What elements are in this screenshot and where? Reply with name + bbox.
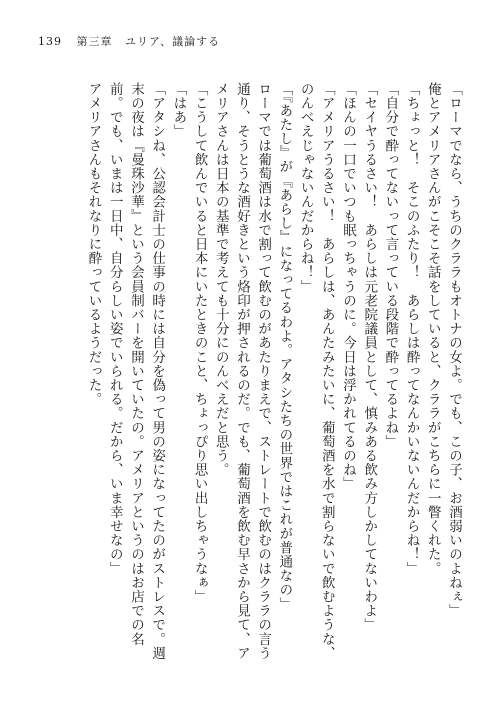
text-line: 「こうして飲んでいると日本にいたときのこと、ちょっぴり思い出しちゃうなぁ」 — [191, 82, 208, 604]
text-line: 「アメリアうるさい！ あらしは、あんたみたいに、葡萄酒を水で割らないで飲むような、のんべえじゃないんだからね！」 — [297, 82, 335, 661]
text-line: 俺とアメリアさんがこそこそ話をしていると、クララがこちらに一瞥くれた。 — [424, 82, 441, 576]
text-line: 「『あたし』が『あらし』になってるわよ。アタシたちの世界ではこれが普通なの」 — [276, 82, 293, 612]
text-line: 「自分で酔ってないって言っている段階で酔ってるよね」 — [382, 82, 399, 449]
text-line: アメリアさんもそれなりに酔っているようだった。 — [85, 82, 102, 407]
text-line: 「アタシね、公認会計士の仕事の時には自分を偽って男の姿になってたのがストレスで。週末の夜は『曼珠沙華』という会員制バーを開いていたの。アメリアというのはお店での名前。でも、いまは一日中、自分らしい姿でいられる。だから、いま幸せなの」 — [106, 82, 166, 661]
text-line: 「はあ」 — [170, 82, 187, 139]
vertical-body-text — [38, 82, 464, 674]
text-line: 「ローマでなら、うちのクララもオトナの女よ。でも、この子、お酒弱いのよねぇ」 — [446, 82, 462, 618]
text-line: 「セイヤうるさい！ あらしは元老院議員として、慎みある飲み方しかしてないわよ」 — [361, 82, 378, 632]
chapter-title: ユリア、議論する — [125, 35, 221, 48]
text-line: 「ちょっと！ そこのふたり！ あらしは酔ってなんかいないんだからね！」 — [403, 82, 420, 576]
text-line: ローマでは葡萄酒は水で割って飲むのがあたりまえで、ストレートで飲むのはクララの言う通り、そうとうな酒好きという烙印が押されるのだ。でも、葡萄酒を飲む早さから見て、アメリアさんは日本の基準で考えても十分にのんべえだと思う。 — [212, 82, 272, 661]
page-number: 139 — [38, 35, 62, 48]
chapter-label: 第三章 — [76, 35, 113, 48]
running-header — [38, 33, 220, 49]
text-line: 「ほんの一口でいつも眠っちゃうのに。今日は浮かれてるのね」 — [339, 82, 356, 491]
